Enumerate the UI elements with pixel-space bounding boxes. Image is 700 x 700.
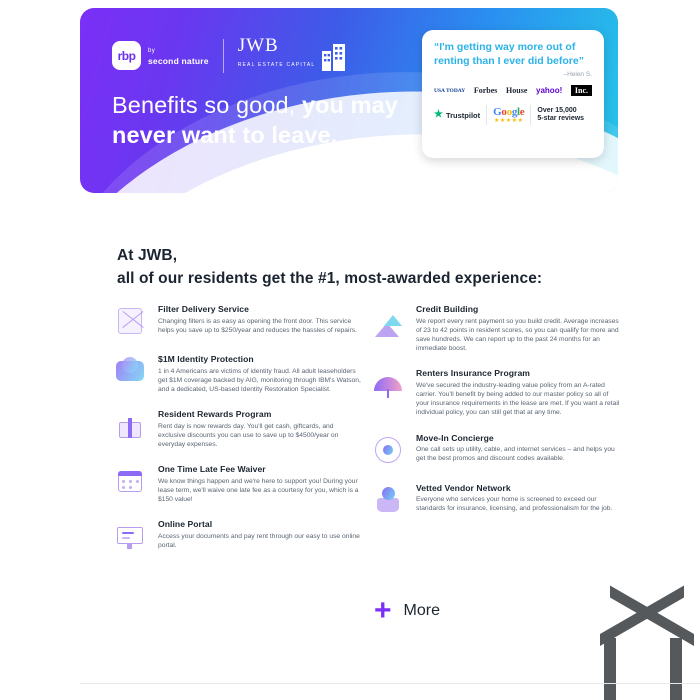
feature-title: Credit Building — [416, 304, 479, 314]
rbp-by-label: by — [148, 47, 156, 54]
chart-up-icon — [370, 303, 406, 339]
feature-description: Access your documents and pay rent through our easy to use online portal. — [158, 532, 360, 550]
page-title — [117, 244, 542, 290]
review-count-line2: 5-star reviews — [537, 115, 585, 122]
press-logo-usa-today: USA TODAY — [434, 87, 466, 94]
jwb-name-text: JWB — [237, 35, 279, 56]
feature-description: We know things happen and we're here to support you! During your lease term, we'll waive one late fee as a courtesy for you, which is a $150 value! — [158, 477, 359, 504]
logo-divider — [223, 39, 224, 73]
press-logo-yahoo: yahoo! — [536, 86, 563, 95]
feature-title: Filter Delivery Service — [158, 304, 249, 314]
feature-description: 1 in 4 Americans are victims of identity fraud. All adult leaseholders get $1M coverage backed by AIG, monitoring through IBM's Watson, and a dedicated, US-based Identity Restoration Specialist. — [158, 367, 361, 393]
feature-title: Resident Rewards Program — [158, 409, 272, 420]
testimonial-card — [422, 30, 604, 158]
testimonial-quote: “I'm getting way more out of renting than I ever did before” — [434, 41, 584, 67]
feature-item — [370, 367, 620, 417]
feature-description: Everyone who services your home is screened to exceed our standards for insurance, licensing, and professionalism for the job. — [416, 496, 613, 513]
left-margin — [0, 0, 80, 700]
more-label: More — [403, 602, 440, 619]
feature-description: Rent day is now rewards day. You'll get cash, giftcards, and exclusive discounts you can use to save up to $4500/year on everyday expenses. — [158, 422, 339, 449]
logo-row — [112, 36, 347, 75]
rbp-brand-label — [148, 46, 209, 66]
ratings-divider-2 — [530, 105, 531, 125]
star-icon: ★ — [434, 109, 443, 120]
page-title-line1: At JWB, — [117, 247, 178, 264]
hero-headline-part2: you may — [301, 92, 398, 118]
feature-description: We report every rent payment so you build credit. Average increases of 23 to 42 points in resident scores, so you can qualify for more and save hundreds. We can report up to the past 24 months for an immediate boost. — [416, 317, 619, 353]
umbrella-icon — [370, 367, 406, 403]
feature-item — [112, 353, 362, 394]
review-count — [537, 107, 584, 124]
google-rating — [493, 106, 524, 124]
jwb-building-icon — [321, 41, 347, 71]
feature-item — [370, 432, 620, 468]
feature-item — [370, 482, 620, 518]
feature-title: Vetted Vendor Network — [416, 482, 511, 493]
ratings-divider — [486, 105, 487, 125]
filter-icon — [112, 303, 148, 339]
monitor-icon — [112, 518, 148, 554]
features-column-left — [112, 303, 362, 568]
hero-headline-part1: Benefits so good, — [112, 92, 302, 118]
ratings-row — [434, 105, 592, 125]
feature-description: Changing filters is as easy as opening the front door. This service helps you save up to $250/year and reduces the hassles of repairs. — [158, 317, 357, 334]
jwb-subtitle: REAL ESTATE CAPITAL — [237, 62, 316, 68]
feature-item — [112, 518, 362, 554]
feature-title: $1M Identity Protection — [158, 354, 254, 364]
rbp-brand-name: second nature — [148, 55, 209, 66]
plus-icon: + — [374, 594, 392, 627]
identity-shield-icon — [112, 353, 148, 389]
house-watermark-icon — [604, 610, 690, 700]
more-row[interactable] — [374, 594, 440, 627]
google-stars-icon: ★★★★★ — [494, 118, 524, 124]
trustpilot-label: Trustpilot — [445, 110, 481, 120]
feature-title: Renters Insurance Program — [416, 368, 530, 379]
vendor-badge-icon — [370, 482, 406, 518]
gift-icon — [112, 408, 148, 444]
google-label: Google — [493, 106, 525, 118]
feature-title: One Time Late Fee Waiver — [158, 464, 266, 475]
testimonial-author: –Helen S. — [563, 71, 592, 78]
feature-description: We've secured the industry-leading value policy from an A-rated carrier. You'll benefit by being added to our master policy so all of your insurance requirements in the lease are met. If you want a retail individual policy, you can still get that at any time. — [416, 381, 620, 417]
feature-item — [370, 303, 620, 353]
press-logo-inc: Inc. — [571, 85, 592, 96]
hero-headline — [112, 90, 398, 150]
review-count-line1: Over 15,000 — [537, 106, 577, 114]
feature-item — [112, 463, 362, 504]
feature-title: Online Portal — [158, 519, 213, 530]
jwb-logo — [238, 36, 348, 75]
page-title-line2: all of our residents get the #1, most-awarded experience: — [117, 270, 543, 287]
rbp-logo — [112, 41, 209, 70]
feature-description: One call sets up utility, cable, and internet services – and helps you get the best promos and discount codes available. — [416, 446, 615, 463]
hero-banner — [80, 8, 618, 193]
right-margin — [618, 0, 700, 195]
hero-headline-part3: never want to leave. — [112, 122, 338, 148]
jwb-name — [238, 36, 316, 75]
feature-item — [112, 303, 362, 339]
feature-item — [112, 408, 362, 449]
press-logo-forbes: Forbes — [473, 86, 498, 95]
press-logo-house: House — [506, 86, 528, 95]
feature-title: Move-In Concierge — [416, 432, 494, 443]
trustpilot-rating — [434, 110, 480, 120]
footer-divider — [80, 683, 700, 684]
calendar-icon — [112, 463, 148, 499]
features-column-right — [370, 303, 620, 532]
press-logos-row — [434, 85, 592, 96]
rbp-mark-icon: rbp — [112, 41, 141, 70]
concierge-icon — [370, 432, 406, 468]
